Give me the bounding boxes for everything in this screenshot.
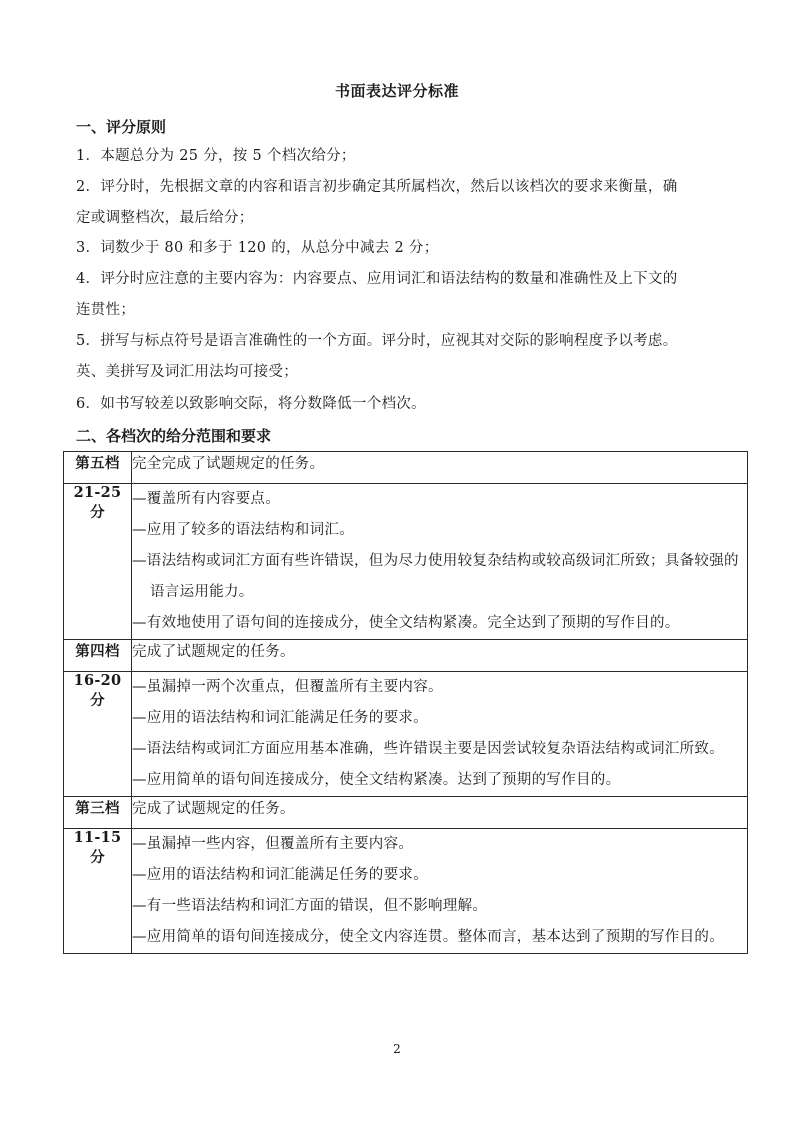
principle-line: 6．如书写较差以致影响交际，将分数降低一个档次。 (76, 396, 426, 412)
criterion-item: —语法结构或词汇方面有些许错误，但为尽力使用较复杂结构或较高级词汇所致；具备较强的语言运用能力。 (132, 553, 739, 600)
band-summary: 完成了试题规定的任务。 (132, 640, 748, 672)
criterion-item: —虽漏掉一两个次重点，但覆盖所有主要内容。 (132, 679, 443, 695)
section-heading-bands: 二、各档次的给分范围和要求 (76, 427, 272, 445)
criterion-item: —应用的语法结构和词汇能满足任务的要求。 (132, 710, 428, 726)
band-four-header-row (64, 640, 748, 672)
principle-line: 1．本题总分为 25 分，按 5 个档次给分； (76, 148, 356, 164)
principle-line: 3．词数少于 80 和多于 120 的，从总分中减去 2 分； (76, 240, 439, 256)
criterion-item: —应用简单的语句间连接成分，使全文内容连贯。整体而言，基本达到了预期的写作目的。 (132, 929, 724, 945)
principle-line: 4．评分时应注意的主要内容为：内容要点、应用词汇和语法结构的数量和准确性及上下文的 (76, 271, 678, 287)
band-label: 第四档 (64, 640, 132, 672)
principle-line: 定或调整档次，最后给分； (76, 210, 254, 226)
band-criteria (132, 829, 748, 954)
criterion-item: —虽漏掉一些内容，但覆盖所有主要内容。 (132, 836, 414, 852)
criterion-item: —应用简单的语句间连接成分，使全文结构紧凑。达到了预期的写作目的。 (132, 772, 621, 788)
criterion-item: —有一些语法结构和词汇方面的错误，但不影响理解。 (132, 898, 488, 914)
criterion-item: —应用的语法结构和词汇能满足任务的要求。 (132, 867, 428, 883)
criterion-item: —语法结构或词汇方面应用基本准确，些许错误主要是因尝试较复杂语法结构或词汇所致。 (132, 741, 724, 757)
page-title: 书面表达评分标准 (334, 82, 459, 100)
band-label: 第三档 (64, 797, 132, 829)
band-label: 第五档 (64, 452, 132, 484)
band-criteria (132, 672, 748, 797)
band-summary: 完全完成了试题规定的任务。 (132, 452, 748, 484)
band-four-criteria-row (64, 672, 748, 797)
section-heading-principles: 一、评分原则 (76, 118, 167, 136)
band-score-range: 16-20 分 (64, 672, 132, 797)
band-score-range: 21-25 分 (64, 484, 132, 640)
band-criteria (132, 484, 748, 640)
criterion-item: —覆盖所有内容要点。 (132, 491, 280, 507)
band-five-criteria-row (64, 484, 748, 640)
grading-bands-table (63, 451, 748, 954)
band-score-range: 11-15 分 (64, 829, 132, 954)
criterion-item: —应用了较多的语法结构和词汇。 (132, 522, 354, 538)
band-summary: 完成了试题规定的任务。 (132, 797, 748, 829)
page-number: 2 (393, 1042, 401, 1056)
principle-line: 连贯性； (76, 302, 136, 318)
principle-line: 5．拼写与标点符号是语言准确性的一个方面。评分时，应视其对交际的影响程度予以考虑。 (76, 333, 678, 349)
band-three-criteria-row (64, 829, 748, 954)
criterion-item: —有效地使用了语句间的连接成分，使全文结构紧凑。完全达到了预期的写作目的。 (132, 615, 680, 631)
band-five-header-row (64, 452, 748, 484)
principle-line: 2．评分时，先根据文章的内容和语言初步确定其所属档次，然后以该档次的要求来衡量，确 (76, 179, 678, 195)
band-three-header-row (64, 797, 748, 829)
principle-line: 英、美拼写及词汇用法均可接受； (76, 364, 298, 380)
